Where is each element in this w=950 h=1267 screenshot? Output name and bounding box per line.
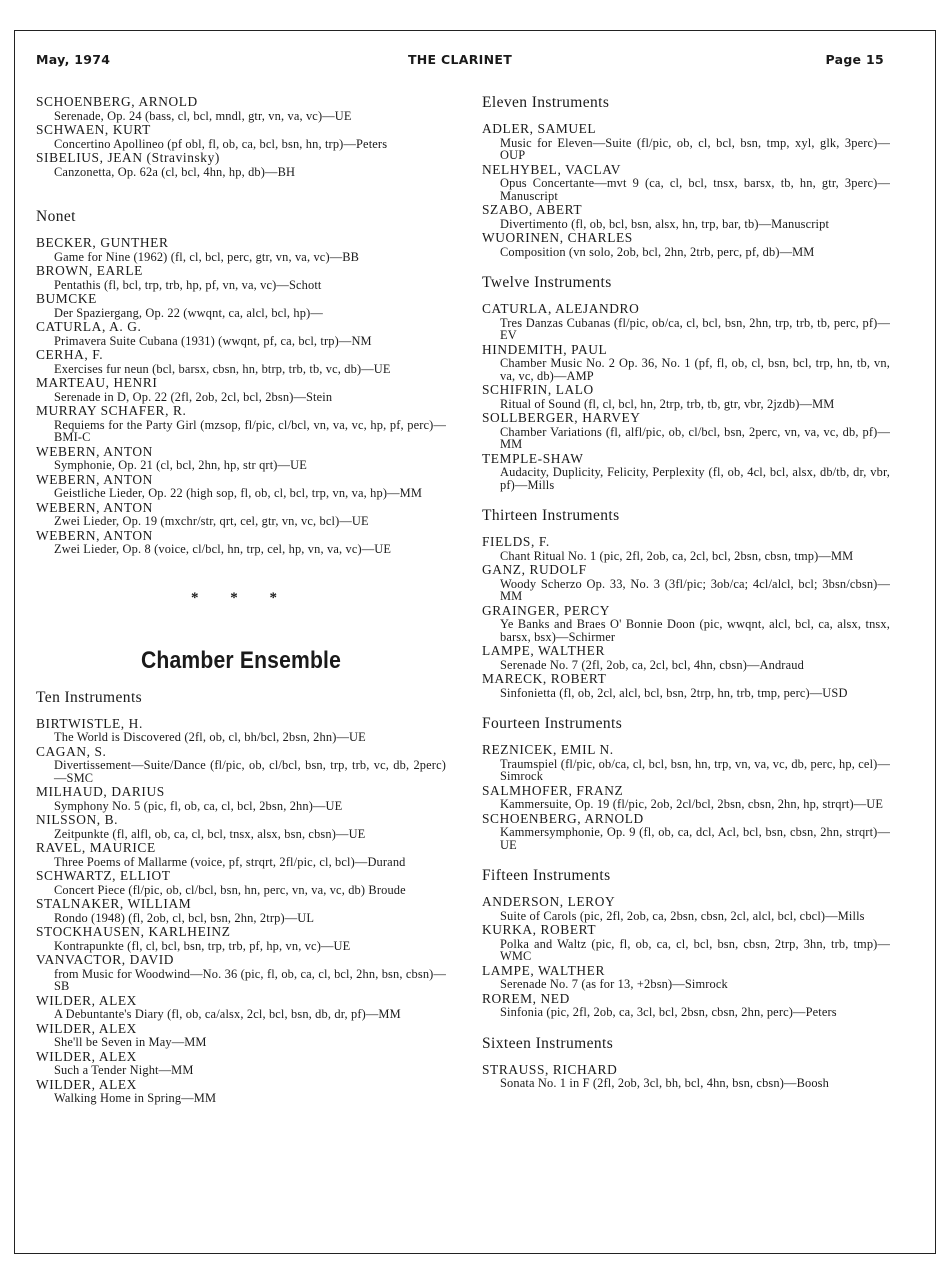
work-description: Symphony No. 5 (pic, fl, ob, ca, cl, bcl, 2bsn, 2hn)—UE — [54, 798, 343, 813]
composer-name: CATURLA, A. G. — [36, 319, 142, 334]
listing-entry — [482, 1062, 890, 1090]
section-title-fifteen: Fifteen Instruments — [482, 867, 611, 884]
header-journal-title: THE CLARINET — [407, 52, 513, 67]
listing-entry — [36, 528, 446, 556]
listing-entry — [482, 382, 890, 410]
work-description: Suite of Carols (pic, 2fl, 2ob, ca, 2bsn, cbsn, 2cl, alcl, bcl, cbcl)—Mills — [500, 908, 865, 923]
work-description: Ye Banks and Braes O' Bonnie Doon (pic, wwqnt, alcl, bcl, ca, alsx, tnsx, barsx, bsx)—Schirmer — [500, 617, 890, 644]
work-description: Sinfonietta (fl, ob, 2cl, alcl, bcl, bsn, 2trp, hn, trb, tmp, perc)—USD — [500, 685, 848, 700]
section-title-nonet: Nonet — [36, 208, 76, 225]
composer-name: SOLLBERGER, HARVEY — [482, 410, 641, 425]
listing-group — [482, 742, 890, 851]
composer-name: BROWN, EARLE — [36, 263, 143, 278]
composer-name: ADLER, SAMUEL — [482, 121, 597, 136]
chamber-ensemble-heading: Chamber Ensemble — [140, 646, 342, 674]
composer-name: WILDER, ALEX — [36, 1076, 137, 1092]
listing-entry — [36, 347, 446, 375]
section-title-twelve: Twelve Instruments — [482, 274, 612, 291]
header-page-number: Page 15 — [825, 52, 884, 67]
work-description: Concert Piece (fl/pic, ob, cl/bcl, bsn, hn, perc, vn, va, vc, db) Broude — [54, 882, 406, 897]
listing-group — [36, 716, 446, 1105]
listing-group — [482, 301, 890, 491]
work-description: Chamber Variations (fl, alfl/pic, ob, cl/bcl, bsn, 2perc, vn, va, vc, db, pf)—MM — [500, 424, 890, 451]
composer-name: CERHA, F. — [36, 347, 104, 362]
work-description: Requiems for the Party Girl (mzsop, fl/pic, cl/bcl, vn, va, vc, hp, pf, perc)—BMI-C — [54, 417, 446, 444]
work-description: Traumspiel (fl/pic, ob/ca, cl, bcl, bsn, hn, trp, vn, va, vc, db, perc, hp, cel)—Simrock — [500, 756, 890, 783]
listing-group — [36, 235, 446, 556]
work-description: Serenade in D, Op. 22 (2fl, 2ob, 2cl, bcl, 2bsn)—Stein — [54, 389, 333, 404]
work-description: Woody Scherzo Op. 33, No. 3 (3fl/pic; 3ob/ca; 4cl/alcl, bcl; 3bsn/cbsn)—MM — [500, 576, 890, 603]
composer-name: KURKA, ROBERT — [482, 922, 597, 937]
composer-name: SCHWAEN, KURT — [36, 122, 151, 137]
composer-name: STOCKHAUSEN, KARLHEINZ — [36, 924, 231, 939]
work-description: Zeitpunkte (fl, alfl, ob, ca, cl, bcl, tnsx, alsx, bsn, cbsn)—UE — [54, 826, 366, 841]
work-description: Sinfonia (pic, 2fl, 2ob, ca, 3cl, bcl, 2bsn, cbsn, 2hn, perc)—Peters — [500, 1005, 837, 1019]
listing-entry — [36, 150, 446, 178]
composer-name: TEMPLE-SHAW — [482, 450, 584, 466]
work-description: Serenade, Op. 24 (bass, cl, bcl, mndl, gtr, vn, va, vc)—UE — [54, 108, 352, 123]
work-description: Der Spaziergang, Op. 22 (wwqnt, ca, alcl, bcl, hp)— — [54, 305, 323, 320]
work-description: Composition (vn solo, 2ob, bcl, 2hn, 2trb, perc, pf, db)—MM — [500, 244, 815, 259]
listing-entry — [482, 742, 890, 783]
work-description: Chamber Music No. 2 Op. 36, No. 1 (pf, fl, ob, cl, bsn, bcl, trp, hn, tb, vn, va, vc, db)—AMP — [500, 356, 890, 383]
work-description: Three Poems of Mallarme (voice, pf, strqrt, 2fl/pic, cl, bcl)—Durand — [54, 854, 406, 869]
work-description: Sonata No. 1 in F (2fl, 2ob, 3cl, bh, bcl, 4hn, bsn, cbsn)—Boosh — [500, 1076, 829, 1090]
work-description: She'll be Seven in May—MM — [54, 1035, 207, 1049]
work-description: Audacity, Duplicity, Felicity, Perplexity (fl, ob, 4cl, bcl, alsx, db/tb, dr, vbr, pf)—Mills — [500, 465, 890, 492]
listing-entry — [36, 1021, 446, 1049]
work-description: Rondo (1948) (fl, 2ob, cl, bcl, bsn, 2hn, 2trp)—UL — [54, 910, 315, 925]
section-title-thirteen: Thirteen Instruments — [482, 507, 620, 524]
listing-entry — [36, 993, 446, 1021]
listing-entry — [482, 121, 890, 162]
listing-entry — [482, 301, 890, 342]
composer-name: SCHOENBERG, ARNOLD — [482, 810, 644, 826]
listing-entry — [36, 868, 446, 896]
composer-name: REZNICEK, EMIL N. — [482, 742, 614, 757]
composer-name: GRAINGER, PERCY — [482, 602, 611, 618]
listing-entry — [36, 263, 446, 291]
composer-name: WEBERN, ANTON — [36, 499, 153, 515]
listing-group — [482, 121, 890, 258]
work-description: Serenade No. 7 (2fl, 2ob, ca, 2cl, bcl, 4hn, cbsn)—Andraud — [500, 657, 804, 672]
listing-entry — [482, 811, 890, 852]
listing-entry — [36, 812, 446, 840]
listing-entry — [36, 444, 446, 472]
listing-entry — [36, 375, 446, 403]
work-description: Opus Concertante—mvt 9 (ca, cl, bcl, tnsx, barsx, tb, hn, gtr, 3perc)—Manuscript — [500, 176, 890, 203]
listing-entry — [482, 991, 890, 1019]
work-description: The World is Discovered (2fl, ob, cl, bh/bcl, 2bsn, 2hn)—UE — [54, 730, 366, 744]
listing-entry — [36, 840, 446, 868]
work-description: Tres Danzas Cubanas (fl/pic, ob/ca, cl, bcl, bsn, 2hn, trp, trb, tb, perc, pf)—EV — [500, 315, 890, 342]
composer-name: MARTEAU, HENRI — [36, 375, 158, 390]
listing-entry — [482, 671, 890, 699]
right-column — [482, 94, 890, 1090]
listing-entry — [482, 894, 890, 922]
listing-entry — [482, 963, 890, 991]
composer-name: VANVACTOR, DAVID — [36, 952, 175, 967]
work-description: Geistliche Lieder, Op. 22 (high sop, fl, ob, cl, bcl, trp, vn, va, hp)—MM — [54, 486, 422, 500]
listing-group — [482, 1062, 890, 1090]
listing-entry — [36, 122, 446, 150]
listing-entry — [36, 500, 446, 528]
composer-name: HINDEMITH, PAUL — [482, 341, 608, 357]
composer-name: NILSSON, B. — [36, 812, 119, 827]
composer-name: LAMPE, WALTHER — [482, 643, 605, 658]
work-description: Game for Nine (1962) (fl, cl, bcl, perc, gtr, vn, va, vc)—BB — [54, 249, 360, 264]
work-description: Zwei Lieder, Op. 19 (mxchr/str, qrt, cel, gtr, vn, vc, bcl)—UE — [54, 514, 369, 528]
listing-entry — [36, 716, 446, 744]
listing-entry — [36, 952, 446, 993]
section-title-sixteen: Sixteen Instruments — [482, 1034, 614, 1052]
listing-entry — [36, 472, 446, 500]
page-header — [36, 48, 884, 70]
composer-name: SCHWARTZ, ELLIOT — [36, 868, 171, 883]
work-description: Concertino Apollineo (pf obl, fl, ob, ca, bcl, bsn, hn, trp)—Peters — [54, 136, 388, 151]
listing-entry — [36, 235, 446, 263]
work-description: Divertissement—Suite/Dance (fl/pic, ob, cl/bcl, bsn, trp, trb, vc, db, 2perc)—SMC — [54, 758, 446, 785]
composer-name: WUORINEN, CHARLES — [482, 230, 633, 245]
composer-name: BUMCKE — [36, 291, 97, 306]
composer-name: STALNAKER, WILLIAM — [36, 896, 192, 911]
composer-name: BIRTWISTLE, H. — [36, 715, 143, 731]
listing-entry — [482, 451, 890, 492]
listing-entry — [36, 1077, 446, 1105]
work-description: Kammersymphonie, Op. 9 (fl, ob, ca, dcl, Acl, bcl, bsn, cbsn, 2hn, strqrt)—UE — [500, 825, 890, 852]
listing-entry — [36, 924, 446, 952]
left-column — [36, 94, 446, 1105]
listing-entry — [36, 744, 446, 785]
header-date: May, 1974 — [36, 52, 111, 67]
work-description: Polka and Waltz (pic, fl, ob, ca, cl, bcl, bsn, cbsn, 2trp, 3hn, trb, tmp)—WMC — [500, 936, 890, 963]
composer-name: WILDER, ALEX — [36, 1020, 137, 1036]
composer-name: GANZ, RUDOLF — [482, 562, 587, 577]
composer-name: FIELDS, F. — [482, 534, 550, 549]
composer-name: ROREM, NED — [482, 990, 570, 1006]
listing-entry — [36, 403, 446, 444]
composer-name: SCHOENBERG, ARNOLD — [36, 94, 198, 109]
work-description: Zwei Lieder, Op. 8 (voice, cl/bcl, hn, trp, cel, hp, vn, va, vc)—UE — [54, 542, 392, 556]
composer-name: SZABO, ABERT — [482, 202, 583, 217]
composer-name: SIBELIUS, JEAN (Stravinsky) — [36, 150, 220, 165]
listing-entry — [36, 1049, 446, 1077]
work-description: Kammersuite, Op. 19 (fl/pic, 2ob, 2cl/bcl, 2bsn, cbsn, 2hn, hp, strqrt)—UE — [500, 797, 884, 811]
work-description: Chant Ritual No. 1 (pic, 2fl, 2ob, ca, 2cl, bcl, 2bsn, cbsn, tmp)—MM — [500, 548, 854, 563]
listing-group — [482, 894, 890, 1019]
composer-name: MARECK, ROBERT — [482, 671, 607, 686]
composer-name: WILDER, ALEX — [36, 992, 137, 1008]
listing-entry — [36, 94, 446, 122]
work-description: Ritual of Sound (fl, cl, bcl, hn, 2trp, trb, tb, gtr, vbr, 2jzdb)—MM — [500, 396, 835, 411]
work-description: Divertimento (fl, ob, bcl, bsn, alsx, hn, trp, bar, tb)—Manuscript — [500, 216, 830, 231]
listing-entry — [36, 291, 446, 319]
listing-entry — [36, 319, 446, 347]
composer-name: BECKER, GUNTHER — [36, 235, 169, 250]
work-description: Pentathis (fl, bcl, trp, trb, hp, pf, vn, va, vc)—Schott — [54, 277, 322, 292]
composer-name: CATURLA, ALEJANDRO — [482, 301, 640, 316]
work-description: Music for Eleven—Suite (fl/pic, ob, cl, bcl, bsn, tmp, xyl, glk, 3perc)—OUP — [500, 135, 890, 162]
section-divider-stars: * * * — [191, 589, 291, 606]
work-description: Symphonie, Op. 21 (cl, bcl, 2hn, hp, str qrt)—UE — [54, 458, 307, 472]
listing-entry — [482, 603, 890, 644]
listing-entry — [482, 230, 890, 258]
listing-entry — [482, 162, 890, 203]
work-description: Primavera Suite Cubana (1931) (wwqnt, pf, ca, bcl, trp)—NM — [54, 333, 372, 348]
composer-name: WEBERN, ANTON — [36, 471, 153, 487]
listing-entry — [36, 896, 446, 924]
work-description: Such a Tender Night—MM — [54, 1063, 194, 1077]
listing-entry — [482, 783, 890, 811]
composer-name: MILHAUD, DARIUS — [36, 784, 165, 799]
listing-entry — [482, 202, 890, 230]
composer-name: WILDER, ALEX — [36, 1048, 137, 1064]
composer-name: LAMPE, WALTHER — [482, 962, 605, 978]
composer-name: WEBERN, ANTON — [36, 443, 153, 459]
composer-name: SCHIFRIN, LALO — [482, 382, 594, 397]
composer-name: SALMHOFER, FRANZ — [482, 782, 624, 798]
work-description: Exercises fur neun (bcl, barsx, cbsn, hn, btrp, trb, tb, vc, db)—UE — [54, 361, 391, 376]
work-description: Canzonetta, Op. 62a (cl, bcl, 4hn, hp, db)—BH — [54, 164, 296, 179]
work-description: Serenade No. 7 (as for 13, +2bsn)—Simrock — [500, 977, 728, 991]
section-title-fourteen: Fourteen Instruments — [482, 715, 623, 732]
work-description: A Debuntante's Diary (fl, ob, ca/alsx, 2cl, bcl, bsn, db, dr, pf)—MM — [54, 1007, 401, 1021]
work-description: from Music for Woodwind—No. 36 (pic, fl, ob, ca, cl, bcl, 2hn, bsn, cbsn)—SB — [54, 966, 446, 993]
listing-group — [482, 534, 890, 699]
composer-name: STRAUSS, RICHARD — [482, 1061, 618, 1077]
section-title-ten: Ten Instruments — [36, 688, 143, 706]
composer-name: CAGAN, S. — [36, 743, 107, 759]
listing-group — [36, 94, 446, 178]
composer-name: RAVEL, MAURICE — [36, 840, 156, 855]
composer-name: ANDERSON, LEROY — [482, 894, 616, 909]
listing-entry — [36, 784, 446, 812]
work-description: Walking Home in Spring—MM — [54, 1091, 217, 1105]
listing-entry — [482, 410, 890, 451]
work-description: Kontrapunkte (fl, cl, bcl, bsn, trp, trb, pf, hp, vn, vc)—UE — [54, 938, 351, 953]
section-title-eleven: Eleven Instruments — [482, 94, 610, 111]
composer-name: NELHYBEL, VACLAV — [482, 161, 622, 177]
composer-name: MURRAY SCHAFER, R. — [36, 403, 187, 418]
listing-entry — [482, 643, 890, 671]
listing-entry — [482, 534, 890, 562]
listing-entry — [482, 922, 890, 963]
listing-entry — [482, 342, 890, 383]
composer-name: WEBERN, ANTON — [36, 527, 153, 543]
listing-entry — [482, 562, 890, 603]
